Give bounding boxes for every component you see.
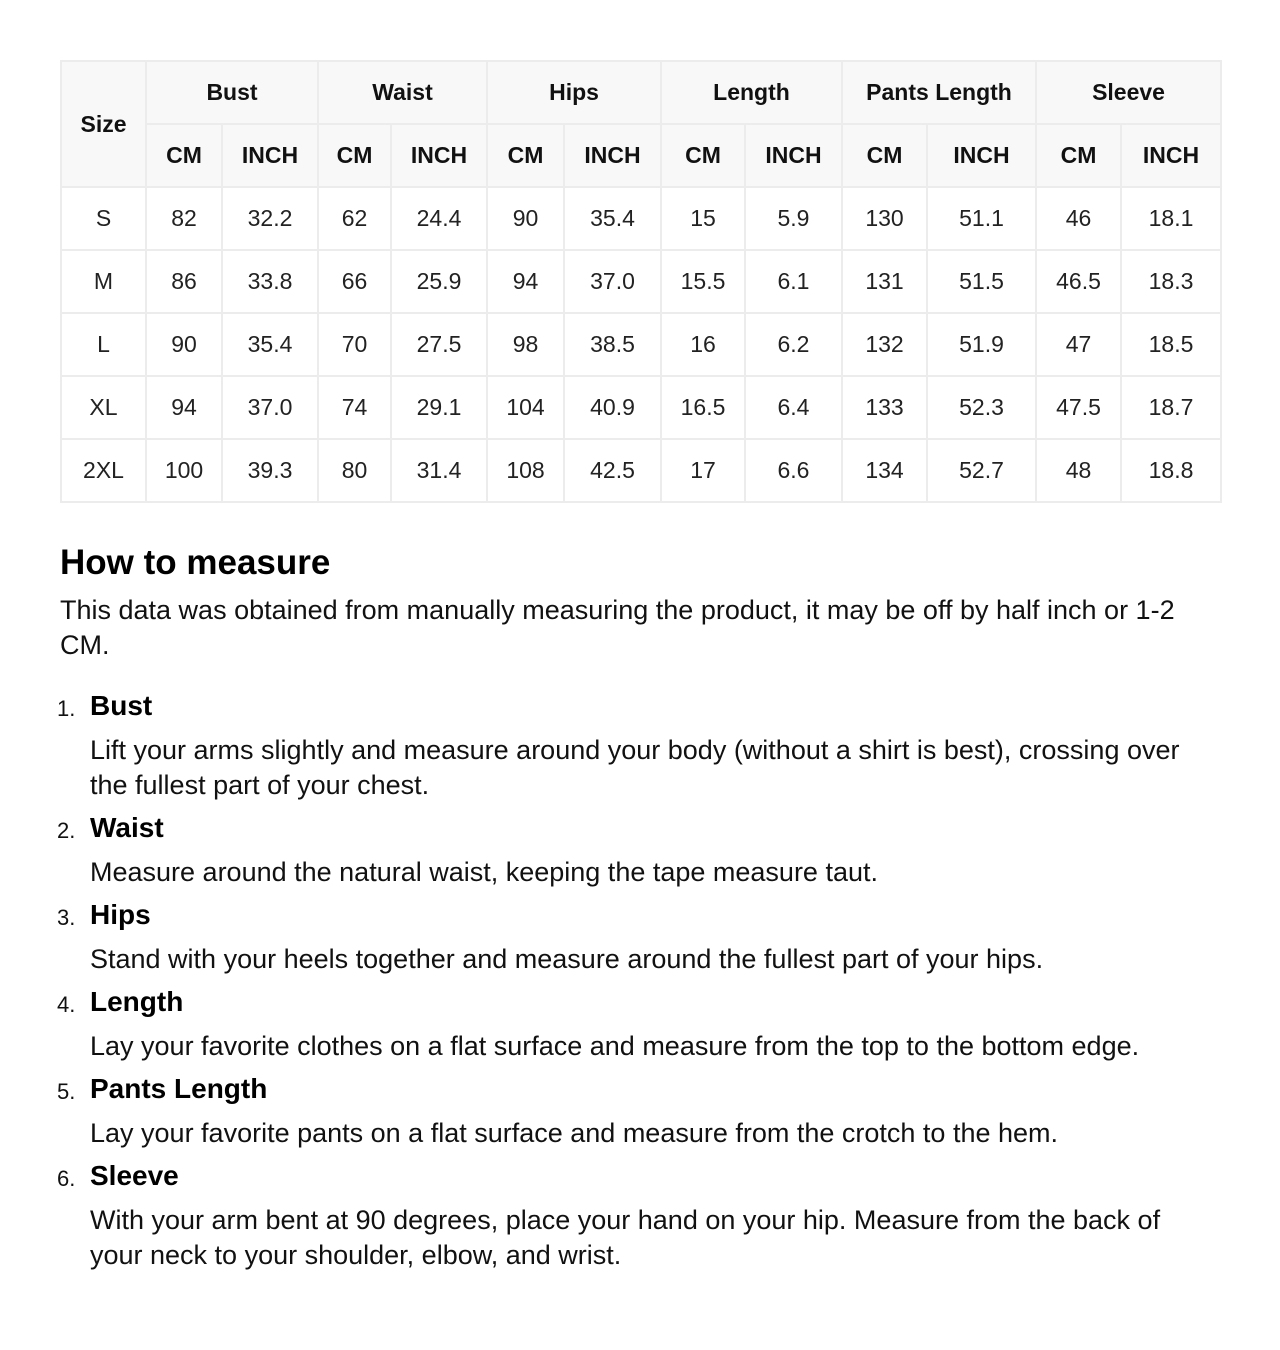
step-description: Lay your favorite pants on a flat surface and measure from the crotch to the hem. bbox=[90, 1118, 1059, 1148]
measurement-cell: 90 bbox=[146, 313, 222, 376]
measurement-cell: 16.5 bbox=[661, 376, 745, 439]
measurement-cell: 37.0 bbox=[222, 376, 318, 439]
size-header: Size bbox=[61, 61, 146, 187]
measure-step-length bbox=[57, 985, 1220, 1064]
measurement-cell: 15.5 bbox=[661, 250, 745, 313]
measurement-cell: 66 bbox=[318, 250, 391, 313]
unit-header-inch: INCH bbox=[222, 124, 318, 187]
measurement-cell: 108 bbox=[487, 439, 564, 502]
measurement-cell: 24.4 bbox=[391, 187, 487, 250]
measurement-cell: 38.5 bbox=[564, 313, 661, 376]
measurement-cell: 29.1 bbox=[391, 376, 487, 439]
unit-header-cm: CM bbox=[487, 124, 564, 187]
unit-header-inch: INCH bbox=[1121, 124, 1221, 187]
unit-header-cm: CM bbox=[661, 124, 745, 187]
measurement-cell: 39.3 bbox=[222, 439, 318, 502]
measure-step-pants-length bbox=[57, 1072, 1220, 1151]
unit-header-cm: CM bbox=[318, 124, 391, 187]
measurement-cell: 86 bbox=[146, 250, 222, 313]
measure-step-waist bbox=[57, 811, 1220, 890]
measurement-cell: 94 bbox=[146, 376, 222, 439]
measurement-cell: 35.4 bbox=[564, 187, 661, 250]
group-header-bust: Bust bbox=[146, 61, 318, 124]
measurement-cell: 6.2 bbox=[745, 313, 842, 376]
measurement-cell: 31.4 bbox=[391, 439, 487, 502]
measurement-cell: 16 bbox=[661, 313, 745, 376]
group-header-sleeve: Sleeve bbox=[1036, 61, 1221, 124]
step-number: 5. bbox=[57, 1079, 76, 1104]
measurement-cell: 90 bbox=[487, 187, 564, 250]
measurement-cell: 18.8 bbox=[1121, 439, 1221, 502]
measurement-cell: 5.9 bbox=[745, 187, 842, 250]
measurement-cell: 18.1 bbox=[1121, 187, 1221, 250]
measure-step-sleeve bbox=[57, 1159, 1220, 1273]
measurement-cell: 18.3 bbox=[1121, 250, 1221, 313]
step-title: Length bbox=[90, 986, 184, 1017]
step-title: Bust bbox=[90, 690, 153, 721]
measurement-cell: 35.4 bbox=[222, 313, 318, 376]
measurement-cell: 51.1 bbox=[927, 187, 1036, 250]
unit-header-inch: INCH bbox=[391, 124, 487, 187]
measurement-cell: 42.5 bbox=[564, 439, 661, 502]
step-number: 1. bbox=[57, 696, 76, 721]
measurement-cell: 6.4 bbox=[745, 376, 842, 439]
step-description: Lay your favorite clothes on a flat surface and measure from the top to the bottom edge. bbox=[90, 1031, 1140, 1061]
measurement-cell: 132 bbox=[842, 313, 927, 376]
size-cell: S bbox=[61, 187, 146, 250]
unit-header-cm: CM bbox=[146, 124, 222, 187]
measurement-cell: 17 bbox=[661, 439, 745, 502]
unit-header-cm: CM bbox=[842, 124, 927, 187]
measurement-cell: 82 bbox=[146, 187, 222, 250]
table-row bbox=[61, 376, 1221, 439]
measurement-cell: 52.7 bbox=[927, 439, 1036, 502]
measurement-cell: 40.9 bbox=[564, 376, 661, 439]
measurement-cell: 51.9 bbox=[927, 313, 1036, 376]
unit-header-row bbox=[61, 124, 1221, 187]
measurement-cell: 27.5 bbox=[391, 313, 487, 376]
step-number: 6. bbox=[57, 1166, 76, 1191]
step-description: With your arm bent at 90 degrees, place your hand on your hip. Measure from the back of your neck to your shoulder, elbow, and wrist. bbox=[90, 1205, 1161, 1270]
measurement-cell: 18.7 bbox=[1121, 376, 1221, 439]
measurement-cell: 46 bbox=[1036, 187, 1121, 250]
step-description: Lift your arms slightly and measure around your body (without a shirt is best), crossing over the fullest part of your chest. bbox=[90, 735, 1180, 800]
size-table-body bbox=[61, 187, 1221, 502]
measurement-cell: 104 bbox=[487, 376, 564, 439]
measure-step-hips bbox=[57, 898, 1220, 977]
measurement-cell: 52.3 bbox=[927, 376, 1036, 439]
group-header-hips: Hips bbox=[487, 61, 661, 124]
measurement-cell: 100 bbox=[146, 439, 222, 502]
group-header-length: Length bbox=[661, 61, 842, 124]
group-header-row bbox=[61, 61, 1221, 124]
size-guide bbox=[57, 60, 1220, 1281]
unit-header-inch: INCH bbox=[564, 124, 661, 187]
measurement-cell: 25.9 bbox=[391, 250, 487, 313]
unit-header-cm: CM bbox=[1036, 124, 1121, 187]
step-description: Measure around the natural waist, keeping the tape measure taut. bbox=[90, 857, 878, 887]
measurement-cell: 48 bbox=[1036, 439, 1121, 502]
measurement-cell: 130 bbox=[842, 187, 927, 250]
measurement-cell: 74 bbox=[318, 376, 391, 439]
measurement-cell: 62 bbox=[318, 187, 391, 250]
measurement-cell: 94 bbox=[487, 250, 564, 313]
how-to-measure-intro: This data was obtained from manually measuring the product, it may be off by half inch or 1-2 CM. bbox=[60, 595, 1175, 660]
measurement-cell: 131 bbox=[842, 250, 927, 313]
measurement-cell: 32.2 bbox=[222, 187, 318, 250]
measurement-cell: 70 bbox=[318, 313, 391, 376]
unit-header-inch: INCH bbox=[745, 124, 842, 187]
table-row bbox=[61, 187, 1221, 250]
step-number: 4. bbox=[57, 992, 76, 1017]
size-chart-table bbox=[60, 60, 1222, 503]
measurement-cell: 98 bbox=[487, 313, 564, 376]
measurement-cell: 80 bbox=[318, 439, 391, 502]
step-number: 3. bbox=[57, 905, 76, 930]
measure-steps-list bbox=[57, 689, 1220, 1273]
measurement-cell: 134 bbox=[842, 439, 927, 502]
unit-header-inch: INCH bbox=[927, 124, 1036, 187]
measurement-cell: 47.5 bbox=[1036, 376, 1121, 439]
size-cell: XL bbox=[61, 376, 146, 439]
step-description: Stand with your heels together and measure around the fullest part of your hips. bbox=[90, 944, 1044, 974]
table-row bbox=[61, 439, 1221, 502]
measurement-cell: 47 bbox=[1036, 313, 1121, 376]
size-cell: M bbox=[61, 250, 146, 313]
measurement-cell: 33.8 bbox=[222, 250, 318, 313]
measurement-cell: 18.5 bbox=[1121, 313, 1221, 376]
step-number: 2. bbox=[57, 818, 76, 843]
step-title: Pants Length bbox=[90, 1073, 268, 1104]
size-cell: L bbox=[61, 313, 146, 376]
table-row bbox=[61, 250, 1221, 313]
measurement-cell: 51.5 bbox=[927, 250, 1036, 313]
measurement-cell: 46.5 bbox=[1036, 250, 1121, 313]
step-title: Sleeve bbox=[90, 1160, 179, 1191]
table-row bbox=[61, 313, 1221, 376]
how-to-measure-title: How to measure bbox=[60, 543, 331, 582]
step-title: Hips bbox=[90, 899, 151, 930]
group-header-pants-length: Pants Length bbox=[842, 61, 1036, 124]
measurement-cell: 6.6 bbox=[745, 439, 842, 502]
measurement-cell: 133 bbox=[842, 376, 927, 439]
measure-step-bust bbox=[57, 689, 1220, 803]
measurement-cell: 15 bbox=[661, 187, 745, 250]
measurement-cell: 6.1 bbox=[745, 250, 842, 313]
step-title: Waist bbox=[90, 812, 164, 843]
measurement-cell: 37.0 bbox=[564, 250, 661, 313]
size-cell: 2XL bbox=[61, 439, 146, 502]
group-header-waist: Waist bbox=[318, 61, 487, 124]
